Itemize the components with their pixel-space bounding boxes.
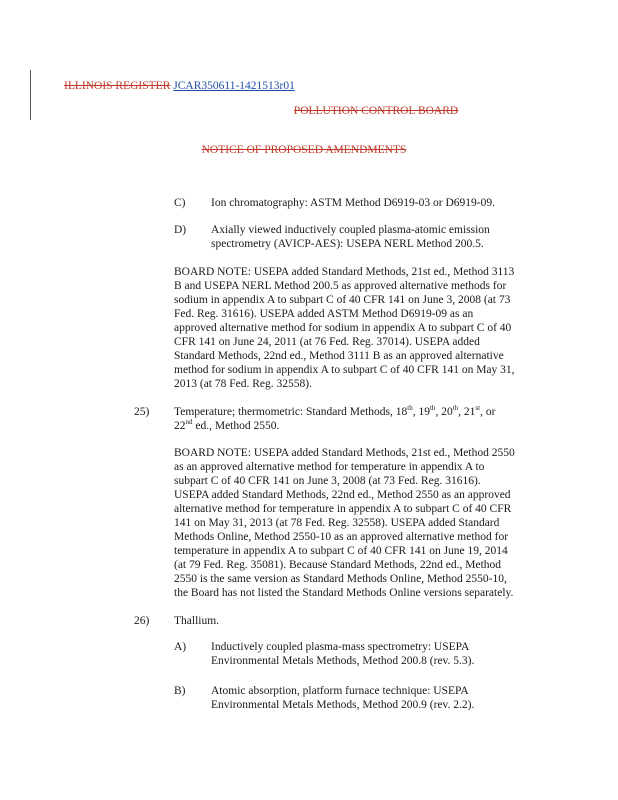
- board-note-sodium: BOARD NOTE: USEPA added Standard Methods, 21st ed., Method 3113 B and USEPA NERL Method 200.5 as approved alternative methods for sodium in appendix A to subpart C of 40 CFR 141 on June 3, 2008 (at 73 Fed. Reg. 31616). USEPA added ASTM Method D6919-09 as an approved alternative method for sodium in appendix A to subpart C of 40 CFR 141 on June 24, 2011 (at 76 Fed. Reg. 37014). USEPA added Standard Methods, 22nd ed., Method 3111 B as an approved alternative method for sodium in appendix A to subpart C of 40 CFR 141 on May 31, 2013 (at 78 Fed. Reg. 32558).: [174, 266, 515, 390]
- notice-title: NOTICE OF PROPOSED AMENDMENTS: [201, 144, 407, 156]
- item-b-text: Atomic absorption, platform furnace technique: USEPA Environmental Metals Methods, Method 200.9 (rev. 2.2).: [211, 685, 475, 711]
- item-25-text: Temperature; thermometric: Standard Methods, 18th, 19th, 20th, 21st, or 22nd ed., Method 2550.: [174, 404, 496, 432]
- item-c-text: Ion chromatography: ASTM Method D6919-03 or D6919-09.: [211, 197, 495, 209]
- agency-title: POLLUTION CONTROL BOARD: [293, 105, 459, 117]
- item-25-label: 25): [134, 406, 150, 418]
- margin-change-bar: [30, 70, 31, 120]
- register-header: [64, 80, 295, 92]
- register-id-inserted: JCAR350611-1421513r01: [173, 80, 295, 92]
- item-c-label: C): [174, 197, 186, 209]
- register-title-deleted: ILLINOIS REGISTER: [64, 80, 171, 92]
- item-26-text: Thallium.: [174, 615, 220, 627]
- item-d-text: Axially viewed inductively coupled plasma-atomic emission spectrometry (AVICP-AES): USEPA NERL Method 200.5.: [211, 224, 490, 250]
- board-note-temperature: BOARD NOTE: USEPA added Standard Methods, 21st ed., Method 2550 as an approved alternative method for temperature in appendix A to subpart C of 40 CFR 141 on June 3, 2008 (at 73 Fed. Reg. 31616). USEPA added Standard Methods, 22nd ed., Method 2550 as an approved alternative method for temperature in appendix A to subpart C of 40 CFR 141 on May 31, 2013 (at 78 Fed. Reg. 32558). USEPA added Standard Methods Online, Method 2550-10 as an approved alternative method for temperature in appendix A to subpart C of 40 CFR 141 on June 19, 2014 (at 79 Fed. Reg. 35081). Because Standard Methods, 22nd ed., Method 2550 is the same version as Standard Methods Online, Method 2550-10, the Board has not listed the Standard Methods Online versions separately.: [174, 447, 515, 599]
- item-d-label: D): [174, 224, 187, 236]
- item-26-label: 26): [134, 615, 150, 627]
- item-a-text: Inductively coupled plasma-mass spectrometry: USEPA Environmental Metals Methods, Method 200.8 (rev. 5.3).: [211, 641, 475, 667]
- item-b-label: B): [174, 685, 186, 697]
- item-a-label: A): [174, 641, 187, 653]
